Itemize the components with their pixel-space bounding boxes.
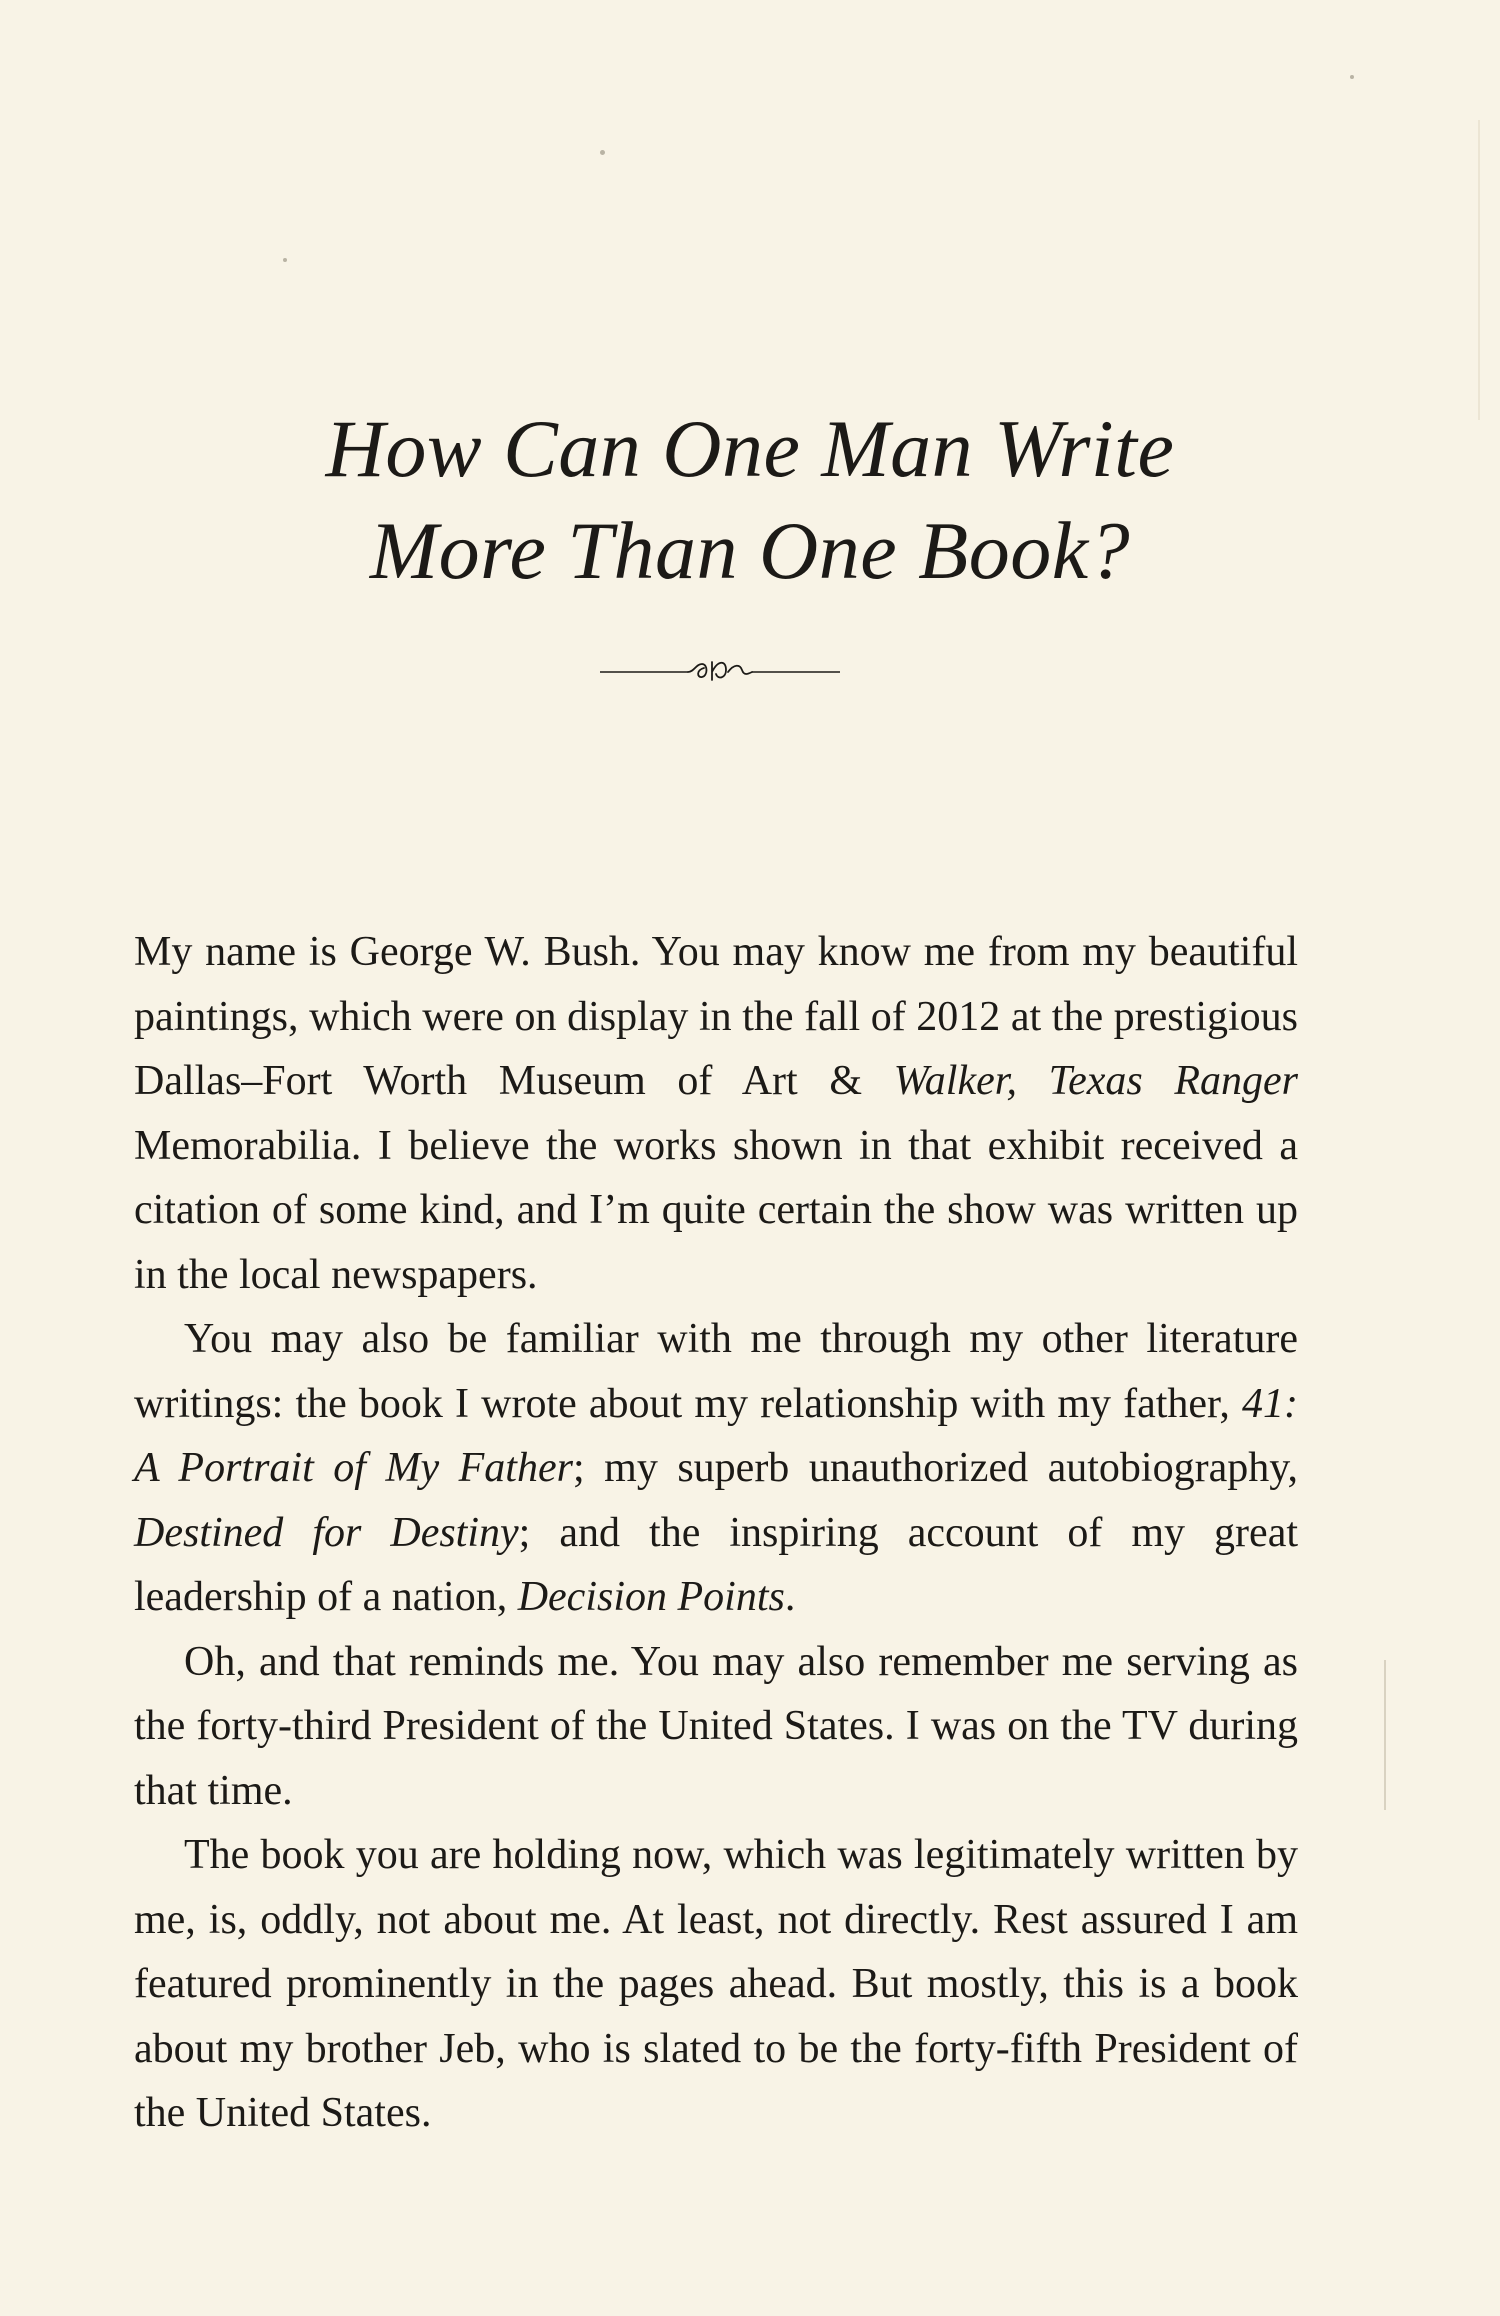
chapter-body xyxy=(134,920,1298,2146)
paragraph-text: My name is George W. Bush. You may know me from my beautiful paintings, which were on display in the fall of 2012 at the prestigious Dallas–Fort Worth Museum of Art & xyxy=(134,929,1298,1104)
fleuron-ornament-icon xyxy=(600,652,840,688)
body-paragraph xyxy=(134,1630,1298,1824)
paragraph-text: The book you are holding now, which was legitimately written by me, is, oddly, not about me. At least, not directly. Rest assured I am featured prominently in the pages ahead. But mostly, this is a book about my brother Jeb, who is slated to be the forty-fifth President of the United States. xyxy=(134,1832,1298,2136)
paragraph-text: ; and the inspiring account of my great leadership of a nation, xyxy=(134,1509,1299,1620)
italic-title-text: Decision Points xyxy=(517,1574,785,1620)
body-paragraph xyxy=(134,1307,1298,1630)
chapter-title xyxy=(200,398,1300,602)
scan-scratch xyxy=(1478,120,1480,420)
scan-speck xyxy=(1350,75,1354,79)
paragraph-text: . xyxy=(784,1574,796,1620)
chapter-title-line-2: More Than One Book? xyxy=(369,505,1131,596)
scan-speck xyxy=(600,150,605,155)
paragraph-text: ; my superb unauthorized autobiography, xyxy=(572,1445,1298,1491)
paragraph-text: You may also be familiar with me through my other literature writings: the book I wrote about my relationship with my father, xyxy=(134,1316,1298,1427)
italic-title-text: Walker, Texas Ranger xyxy=(893,1058,1299,1104)
italic-title-text: 41: A Portrait of My Father xyxy=(134,1380,1298,1491)
italic-title-text: Destined for Destiny xyxy=(134,1509,519,1556)
paragraph-text: Oh, and that reminds me. You may also remember me serving as the forty-third President of the United States. I was on the TV during that time. xyxy=(134,1638,1298,1814)
scan-scratch xyxy=(1384,1660,1386,1810)
chapter-title-line-1: How Can One Man Write xyxy=(325,403,1175,494)
scan-speck xyxy=(283,258,287,262)
body-paragraph xyxy=(134,920,1298,1307)
paragraph-text: Memorabilia. I believe the works shown in that exhibit received a citation of some kind, and I’m quite certain the show was written up in the local newspapers. xyxy=(134,1122,1298,1298)
body-paragraph xyxy=(134,1823,1298,2146)
